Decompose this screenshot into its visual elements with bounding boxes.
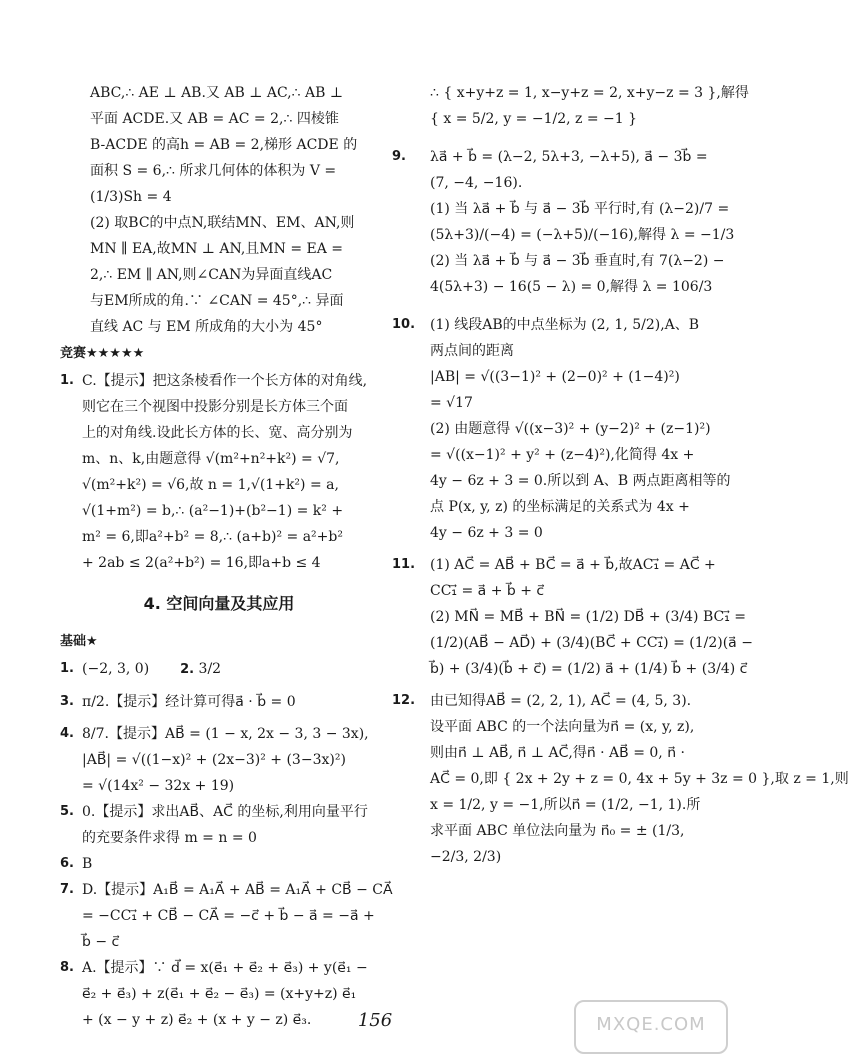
text-line: π/2.【提示】经计算可得a⃗ · b⃗ = 0 [82,694,296,710]
section-label-basic: 基础★ [60,634,98,649]
text-line: (2) 由题意得 √((x−3)² + (y−2)² + (z−1)²) [430,421,711,437]
text-line: 平面 ACDE.又 AB = AC = 2,∴ 四棱锥 [90,111,339,127]
text-line: = −CC₁⃗ + CB⃗ − CA⃗ = −c⃗ + b⃗ − a⃗ = −a⃗ + [82,908,375,924]
question-number: 9. [392,149,406,164]
question-number: 1. [60,373,74,388]
text-line: 4y − 6z + 3 = 0.所以到 A、B 两点距离相等的 [430,473,731,489]
text-line: √(1+m²) = b,∴ (a²−1)+(b²−1) = k² + [82,503,344,519]
question-10 [392,312,731,546]
question-number: 1. [60,661,74,676]
text-line: AC⃗ = 0,即 { 2x + 2y + z = 0, 4x + 5y + 3z = 0 },取 z = 1,则 [430,771,849,787]
question-number: 4. [60,726,74,741]
chapter-title: 4. 空间向量及其应用 [143,594,295,613]
text-line: C.【提示】把这条棱看作一个长方体的对角线, [82,373,368,389]
text-line: λa⃗ + b⃗ = (λ−2, 5λ+3, −λ+5), a⃗ − 3b⃗ = [430,149,708,165]
question-number: 3. [60,694,74,709]
text-line: { x = 5/2, y = −1/2, z = −1 } [430,111,638,127]
text-line: 设平面 ABC 的一个法向量为n⃗ = (x, y, z), [430,719,695,735]
text-line: 直线 AC 与 EM 所成角的大小为 45° [90,319,323,335]
answer-text: 3/2 [198,661,222,677]
answer-text: (−2, 3, 0) [82,661,150,677]
text-line: b⃗ − c⃗ [82,934,120,950]
text-line: 上的对角线.设此长方体的长、宽、高分别为 [82,425,353,441]
page-number: 156 [357,1010,393,1031]
text-line: A.【提示】∵ d⃗ = x(e⃗₁ + e⃗₂ + e⃗₃) + y(e⃗₁ − [82,960,368,976]
text-line: (2) MN⃗ = MB⃗ + BN⃗ = (1/2) DB⃗ + (3/4) BC₁⃗ = [430,609,747,625]
text-line: B-ACDE 的高h = AB = 2,梯形 ACDE 的 [90,137,358,153]
question-8-continuation [392,80,749,132]
text-line: 4(5λ+3) − 16(5 − λ) = 0,解得 λ = 106/3 [430,279,713,295]
text-line: (1) AC⃗ = AB⃗ + BC⃗ = a⃗ + b⃗,故AC₁⃗ = AC⃗ + [430,557,716,573]
text-line: |AB⃗| = √((1−x)² + (2x−3)² + (3−3x)²) [82,752,346,768]
text-line: (1) 线段AB的中点坐标为 (2, 1, 5/2),A、B [430,317,700,333]
text-line: + (x − y + z) e⃗₂ + (x + y − z) e⃗₃. [82,1012,312,1028]
text-line [82,656,378,683]
text-line: e⃗₂ + e⃗₃) + z(e⃗₁ + e⃗₂ − e⃗₃) = (x+y+z) e⃗₁ [82,986,357,1002]
question-11 [392,552,753,682]
text-line: 则由n⃗ ⊥ AB⃗, n⃗ ⊥ AC⃗,得n⃗ · AB⃗ = 0, n⃗ · [430,745,685,761]
text-line: 0.【提示】求出AB⃗、AC⃗ 的坐标,利用向量平行 [82,804,368,820]
text-line: −2/3, 2/3) [430,849,502,865]
question-number: 11. [392,557,416,572]
question-number: 8. [60,960,74,975]
text-line: 与EM所成的角.∵ ∠CAN = 45°,∴ 异面 [90,293,344,309]
text-line: |AB| = √((3−1)² + (2−0)² + (1−4)²) [430,369,680,385]
question-number: 6. [60,856,74,871]
text-line: 由已知得AB⃗ = (2, 2, 1), AC⃗ = (4, 5, 3). [430,693,692,709]
text-line: m、n、k,由题意得 √(m²+n²+k²) = √7, [82,451,340,467]
text-line: MN ∥ EA,故MN ⊥ AN,且MN = EA = [90,241,344,257]
text-line: B [82,856,93,872]
question-5 [60,799,378,851]
text-line: 点 P(x, y, z) 的坐标满足的关系式为 4x + [430,499,690,515]
text-line: = √(14x² − 32x + 19) [82,778,235,794]
text-line: D.【提示】A₁B⃗ = A₁A⃗ + AB⃗ = A₁A⃗ + CB⃗ − CA⃗ [82,882,393,898]
question-number: 2. [180,662,195,677]
section-label-competition: 竞赛★★★★★ [60,346,145,361]
text-line: ABC,∴ AE ⊥ AB.又 AB ⊥ AC,∴ AB ⊥ [90,85,343,101]
text-line: m² = 6,即a²+b² = 8,∴ (a+b)² = a²+b² [82,529,343,545]
watermark-logo: MXQE.COM [574,1000,728,1054]
text-line: (1/3)Sh = 4 [90,189,172,205]
text-line: (7, −4, −16). [430,175,523,191]
question-4 [60,721,378,799]
text-line: CC₁⃗ = a⃗ + b⃗ + c⃗ [430,583,545,599]
question-1-2 [60,656,378,683]
question-9 [392,144,735,300]
question-number: 5. [60,804,74,819]
question-7 [60,877,393,955]
text-line: (2) 当 λa⃗ + b⃗ 与 a⃗ − 3b⃗ 垂直时,有 7(λ−2) − [430,253,725,269]
right-column [392,80,849,870]
question-12 [392,688,849,870]
text-line: + 2ab ≤ 2(a²+b²) = 16,即a+b ≤ 4 [82,555,321,571]
text-line: (1/2)(AB⃗ − AD⃗) + (3/4)(BC⃗ + CC₁⃗) = (1/2)(a⃗ − [430,635,753,651]
left-column [60,80,393,1033]
text-line: = √17 [430,395,473,411]
text-line: = √((x−1)² + y² + (z−4)²),化简得 4x + [430,447,695,463]
question-number: 12. [392,693,416,708]
text-line: √(m²+k²) = √6,故 n = 1,√(1+k²) = a, [82,477,339,493]
question-number: 7. [60,882,74,897]
text-line: 两点间的距离 [430,343,514,359]
text-line: 4y − 6z + 3 = 0 [430,525,543,541]
text-line: 的充要条件求得 m = n = 0 [82,830,257,846]
text-line: 面积 S = 6,∴ 所求几何体的体积为 V = [90,163,337,179]
text-line: 求平面 ABC 单位法向量为 n⃗₀ = ± (1/3, [430,823,685,839]
text-line: b⃗) + (3/4)(b⃗ + c⃗) = (1/2) a⃗ + (1/4) b⃗ + (3/4) c⃗ [430,661,748,677]
competition-question-1 [60,368,378,576]
text-line: 2,∴ EM ∥ AN,则∠CAN为异面直线AC [90,267,333,283]
text-line: x = 1/2, y = −1,所以n⃗ = (1/2, −1, 1).所 [430,797,701,813]
text-line: 8/7.【提示】AB⃗ = (1 − x, 2x − 3, 3 − 3x), [82,726,369,742]
prev-question-continuation [60,80,378,340]
question-6 [60,851,378,877]
text-line: (2) 取BC的中点N,联结MN、EM、AN,则 [90,215,355,231]
text-line: ∴ { x+y+z = 1, x−y+z = 2, x+y−z = 3 },解得 [430,85,749,101]
question-number: 10. [392,317,416,332]
text-line: (1) 当 λa⃗ + b⃗ 与 a⃗ − 3b⃗ 平行时,有 (λ−2)/7 = [430,201,730,217]
text-line: (5λ+3)/(−4) = (−λ+5)/(−16),解得 λ = −1/3 [430,227,735,243]
text-line: 则它在三个视图中投影分别是长方体三个面 [82,399,348,415]
question-3 [60,689,378,715]
